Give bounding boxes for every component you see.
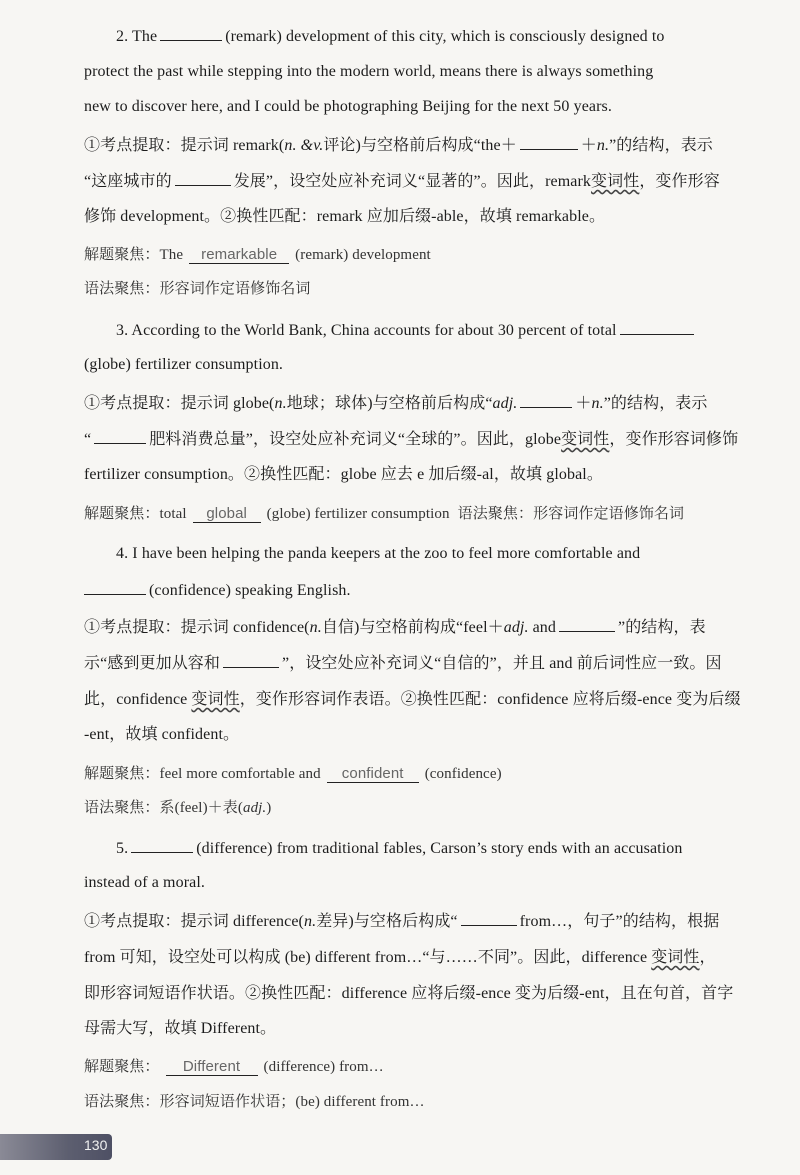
q5-blank — [131, 838, 193, 853]
q2-analysis-1 — [84, 132, 774, 155]
q4-analysis-3 — [84, 686, 774, 709]
q2-line-3 — [84, 98, 774, 116]
q3-blank — [620, 320, 694, 335]
q2-text: (remark) development of this city, which is consciously designed to — [225, 28, 665, 45]
analysis-text: ，变作形容词作表语。②换性匹配：confidence 应将后缀-ence 变为后缀 — [239, 691, 741, 708]
analysis-blank — [461, 911, 517, 926]
q3-text: 3. According to the World Bank, China accounts for about 30 percent of total — [116, 322, 617, 339]
analysis-text: 即形容词短语作状语。②换性匹配：difference 应将后缀-ence 变为后缀-ent，且在句首，首字 — [84, 985, 734, 1002]
q4-analysis-1 — [84, 614, 774, 637]
q5-text: (difference) from traditional fables, Carson’s story ends with an accusation — [196, 840, 683, 857]
analysis-text: 此，confidence — [84, 691, 188, 708]
part-of-speech: adj. — [492, 395, 518, 412]
analysis-text: “这座城市的 — [84, 173, 172, 190]
analysis-text: ＋ — [580, 137, 597, 154]
focus-text: (difference) from… — [263, 1059, 384, 1075]
analysis-blank — [520, 135, 578, 150]
analysis-text: ”的结构，表示 — [603, 395, 708, 412]
analysis-text: 肥料消费总量”，设空处应补充词义“全球的”。因此，globe — [149, 431, 562, 448]
analysis-text: “ — [84, 431, 92, 448]
q5-grammar-focus — [84, 1090, 774, 1111]
q2-analysis-3 — [84, 203, 774, 226]
q2-grammar-focus — [84, 277, 774, 298]
analysis-text: ，变作形容 — [639, 173, 720, 190]
part-of-speech: adj. — [503, 619, 529, 636]
q2-line-1 — [116, 26, 766, 46]
q3-analysis-3 — [84, 461, 774, 484]
focus-text: 语法聚焦：形容词作定语修饰名词 — [457, 506, 685, 522]
q3-solution-focus — [84, 502, 774, 523]
q5-line-1 — [116, 838, 766, 858]
q4-text: (confidence) speaking English. — [149, 582, 351, 599]
q2-text: protect the past while stepping into the modern world, means there is always something — [84, 63, 654, 80]
q2-text: new to discover here, and I could be photographing Beijing for the next 50 years. — [84, 98, 612, 115]
answer: remarkable — [189, 246, 289, 264]
q3-line-1 — [116, 320, 766, 340]
analysis-text: from…，句子”的结构，根据 — [519, 913, 720, 930]
focus-text: 解题聚焦： — [84, 1059, 160, 1075]
focus-text: 语法聚焦：系(feel)＋表( — [84, 800, 243, 816]
analysis-blank — [559, 617, 615, 632]
analysis-blank — [94, 429, 146, 444]
q5-analysis-4 — [84, 1015, 774, 1038]
q4-line-2 — [84, 580, 774, 600]
q2-line-2 — [84, 63, 774, 81]
key-term: 变词性 — [191, 691, 240, 708]
analysis-text: ①考点提取：提示词 difference( — [84, 913, 304, 930]
q5-analysis-1 — [84, 908, 774, 931]
analysis-text: ”，设空处应补充词义“自信的”，并且 and 前后词性应一致。因 — [282, 655, 722, 672]
q4-grammar-focus — [84, 796, 774, 817]
q3-line-2 — [84, 356, 774, 374]
analysis-text: ，变作形容词修饰 — [609, 431, 739, 448]
q3-analysis-1 — [84, 390, 774, 413]
analysis-text: ①考点提取：提示词 globe( — [84, 395, 275, 412]
key-term: 变词性 — [591, 173, 640, 190]
part-of-speech: n. — [591, 395, 604, 412]
analysis-text: ”的结构，表示 — [609, 137, 713, 154]
page-number: 130 — [84, 1137, 108, 1153]
analysis-text: 母需大写，故填 Different。 — [84, 1020, 277, 1037]
focus-text: ) — [266, 800, 272, 816]
analysis-text: and — [532, 619, 556, 636]
q5-text: 5. — [116, 840, 129, 857]
key-term: 变词性 — [561, 431, 610, 448]
analysis-text: 修饰 development。②换性匹配：remark 应加后缀-able，故填 remarkable。 — [84, 208, 606, 225]
focus-text: (remark) development — [295, 247, 431, 263]
q5-solution-focus — [84, 1055, 774, 1076]
focus-text: 解题聚焦：total — [84, 506, 187, 522]
q4-text: 4. I have been helping the panda keepers at the zoo to feel more comfortable and — [116, 545, 641, 562]
q2-analysis-2 — [84, 168, 774, 191]
part-of-speech: n. — [274, 395, 287, 412]
answer: global — [193, 505, 261, 523]
focus-text: 解题聚焦：feel more comfortable and — [84, 766, 321, 782]
q4-line-1 — [116, 545, 766, 563]
analysis-text: 发展”，设空处应补充词义“显著的”。因此，remark — [233, 173, 592, 190]
q5-text: instead of a moral. — [84, 874, 205, 891]
analysis-text: fertilizer consumption。②换性匹配：globe 应去 e 加后缀-al，故填 global。 — [84, 466, 603, 483]
analysis-text: 自信)与空格前构成“feel＋ — [321, 619, 504, 636]
analysis-text: ， — [699, 949, 716, 966]
q3-analysis-2 — [84, 426, 774, 449]
answer: confident — [327, 765, 419, 783]
part-of-speech: adj. — [242, 800, 267, 816]
key-term: 变词性 — [651, 949, 700, 966]
analysis-blank — [223, 653, 279, 668]
answer: Different — [166, 1058, 258, 1076]
q2-blank — [160, 26, 222, 41]
focus-text: 解题聚焦：The — [84, 247, 184, 263]
q5-analysis-3 — [84, 980, 774, 1003]
q4-solution-focus — [84, 762, 774, 783]
q4-analysis-2 — [84, 650, 774, 673]
analysis-text: ①考点提取：提示词 confidence( — [84, 619, 310, 636]
q2-solution-focus — [84, 243, 774, 264]
analysis-text: -ent，故填 confident。 — [84, 726, 240, 743]
part-of-speech: n. &v. — [284, 137, 324, 154]
focus-text: 语法聚焦：形容词短语作状语；(be) different from… — [84, 1094, 425, 1110]
q4-analysis-4 — [84, 721, 774, 744]
part-of-speech: n. — [596, 137, 610, 154]
analysis-text: from 可知，设空处可以构成 (be) different from…“与……不同”。因此，difference — [84, 949, 648, 966]
analysis-text: ＋ — [575, 395, 592, 412]
analysis-text: 地球；球体)与空格前后构成“ — [286, 395, 493, 412]
focus-text: (confidence) — [424, 766, 502, 782]
q2-text: 2. The — [116, 28, 158, 45]
analysis-text: 评论)与空格前后构成“the＋ — [323, 137, 517, 154]
focus-text: 语法聚焦：形容词作定语修饰名词 — [84, 281, 311, 297]
q5-line-2 — [84, 874, 774, 892]
focus-text: (globe) fertilizer consumption — [266, 506, 450, 522]
analysis-text: ①考点提取：提示词 remark( — [84, 137, 285, 154]
analysis-text: 差异)与空格后构成“ — [316, 913, 458, 930]
analysis-text: 示“感到更加从容和 — [84, 655, 221, 672]
part-of-speech: n. — [309, 619, 322, 636]
q5-analysis-2 — [84, 944, 774, 967]
q4-blank — [84, 580, 146, 595]
analysis-blank — [175, 171, 231, 186]
q3-text: (globe) fertilizer consumption. — [84, 356, 284, 373]
analysis-text: ”的结构，表 — [618, 619, 706, 636]
analysis-blank — [520, 393, 572, 408]
part-of-speech: n. — [303, 913, 317, 930]
